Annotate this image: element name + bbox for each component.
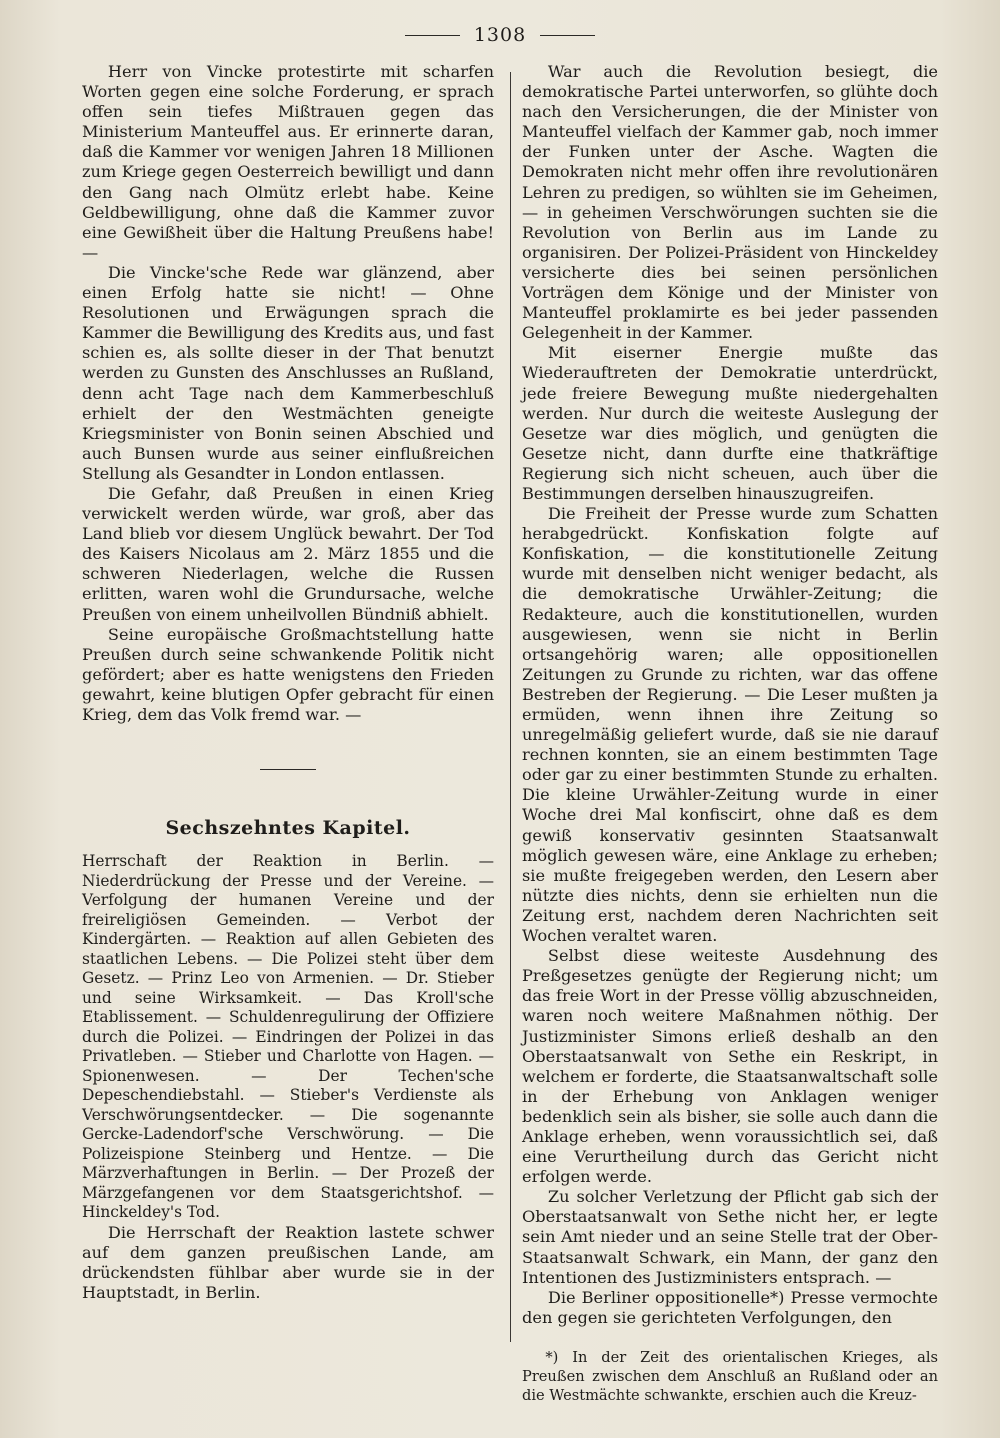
paragraph: Zu solcher Verletzung der Pflicht gab sich der Oberstaatsanwalt von Sethe nicht her, er legte sein Amt nieder und an seine Stelle trat der Ober-Staatsanwalt Schwark, ein Mann, der ganz den Intentionen des Justizministers entsprach. — bbox=[522, 1187, 938, 1287]
chapter-opening-paragraph: Die Herrschaft der Reaktion lastete schwer auf dem ganzen preußischen Lande, am drückendsten fühlbar aber wurde sie in der Hauptstadt, in Berlin. bbox=[82, 1222, 494, 1302]
paragraph: Die Freiheit der Presse wurde zum Schatten herabgedrückt. Konfiskation folgte auf Konfiskation, — die konstitutionelle Zeitung wurde mit denselben nicht weniger bedacht, als die demokratische Urwähler-Zeitung; die Redakteure, auch die konstitutionellen, wurden ausgewiesen, wenn sie nicht in Berlin ortsangehörig waren; alle oppositionellen Zeitungen zu Grunde zu richten, war das offene Bestreben der Regierung. — Die Leser mußten ja ermüden, wenn ihnen ihre Zeitung so unregelmäßig geliefert wurde, daß sie nie darauf rechnen konnten, sie an einem bestimmten Tage oder gar zu einer bestimmten Stunde zu erhalten. Die kleine Urwähler-Zeitung wurde in einer Woche drei Mal konfiscirt, ohne daß es dem gewiß konservativ gesinnten Staatsanwalt möglich gewesen wäre, eine Anklage zu erheben; sie mußte freigegeben werden, den Lesern aber nützte dies nichts, denn sie erhielten nun die Zeitung erst, nachdem deren Nachrichten seit Wochen veraltet waren. bbox=[522, 504, 938, 946]
right-column bbox=[522, 62, 938, 1405]
paragraph: Mit eiserner Energie mußte das Wiederauftreten der Demokratie unterdrückt, jede freiere Bewegung mußte niedergehalten werden. Nur durch die weiteste Auslegung der Gesetze war dies möglich, und genügten die Gesetze nicht, dann durfte eine thatkräftige Regierung sich nicht scheuen, auch über die Bestimmungen derselben hinauszugreifen. bbox=[522, 343, 938, 503]
chapter-title: Sechszehntes Kapitel. bbox=[165, 817, 411, 840]
paragraph: War auch die Revolution besiegt, die demokratische Partei unterworfen, so glühte doch nach den Versicherungen, die der Minister von Manteuffel vielfach der Kammer gab, noch immer der Funken unter der Asche. Wagten die Demokraten nicht mehr offen ihre revolutionären Lehren zu predigen, so wühlten sie im Geheimen, — in geheimen Verschwörungen suchten sie die Revolution von Berlin aus im Lande zu organisiren. Der Polizei-Präsident von Hinckeldey versicherte dies bei seinen persönlichen Vorträgen dem Könige und der Minister von Manteuffel proklamirte es bei jeder passenden Gelegenheit in der Kammer. bbox=[522, 62, 938, 343]
paragraph: Die Vincke'sche Rede war glänzend, aber einen Erfolg hatte sie nicht! — Ohne Resolutionen und Erwägungen sprach die Kammer die Bewilligung des Kredits aus, und fast schien es, als sollte dieser in der That benutzt werden zu Gunsten des Anschlusses an Rußland, denn acht Tage nach dem Kammerbeschluß erhielt der den Westmächten geneigte Kriegsminister von Bonin seinen Abschied und auch Bunsen wurde aus seiner einflußreichen Stellung als Gesandter in London entlassen. bbox=[82, 262, 494, 483]
footnote: *) In der Zeit des orientalischen Krieges, als Preußen zwischen dem Anschluß an Rußland oder an die Westmächte schwankte, erschien auch die Kreuz- bbox=[522, 1348, 938, 1404]
paragraph: Selbst diese weiteste Ausdehnung des Preßgesetzes genügte der Regierung nicht; um das freie Wort in der Presse völlig abzuschneiden, waren noch weitere Maßnahmen nöthig. Der Justizminister Simons erließ deshalb an den Oberstaatsanwalt von Sethe ein Reskript, in welchem er forderte, die Staatsanwaltschaft solle in der Erhebung von Anklagen weniger bedenklich sein als bisher, sie solle auch dann die Anklage erheben, wenn voraussichtlich sei, daß eine Verurtheilung durch das Gericht nicht erfolgen werde. bbox=[522, 946, 938, 1187]
column-divider bbox=[510, 72, 511, 1342]
page-header bbox=[0, 24, 1000, 46]
chapter-summary: Herrschaft der Reaktion in Berlin. — Niederdrückung der Presse und der Vereine. — Verfolgung der humanen Vereine und der freireligiösen Gemeinden. — Verbot der Kindergärten. — Reaktion auf allen Gebieten des staatlichen Lebens. — Die Polizei steht über dem Gesetz. — Prinz Leo von Armenien. — Dr. Stieber und seine Wirksamkeit. — Das Kroll'sche Etablissement. — Schuldenregulirung der Offiziere durch die Polizei. — Eindringen der Polizei in das Privatleben. — Stieber und Charlotte von Hagen. — Spionenwesen. — Der Techen'sche Depeschendiebstahl. — Stieber's Verdienste als Verschwörungsentdecker. — Die sogenannte Gercke-Ladendorf'sche Verschwörung. — Die Polizeispione Steinberg und Hentze. — Die Märzverhaftungen in Berlin. — Der Prozeß der Märzgefangenen vor dem Staatsgerichtshof. — Hinckeldey's Tod. bbox=[82, 852, 494, 1222]
paragraph: Herr von Vincke protestirte mit scharfen Worten gegen eine solche Forderung, er sprach offen sein tiefes Mißtrauen gegen das Ministerium Manteuffel aus. Er erinnerte daran, daß die Kammer vor wenigen Jahren 18 Millionen zum Kriege gegen Oesterreich bewilligt und dann den Gang nach Olmütz erlebt habe. Keine Geldbewilligung, ohne daß die Kammer zuvor eine Gewißheit über die Haltung Preußens habe! — bbox=[82, 62, 494, 262]
section-separator bbox=[260, 769, 316, 770]
paragraph: Seine europäische Großmachtstellung hatte Preußen durch seine schwankende Politik nicht gefördert; aber es hatte wenigstens den Frieden gewahrt, keine blutigen Opfer gebracht für einen Krieg, dem das Volk fremd war. — bbox=[82, 624, 494, 724]
left-column bbox=[82, 62, 494, 1303]
paragraph: Die Gefahr, daß Preußen in einen Krieg verwickelt werden würde, war groß, aber das Land blieb vor diesem Unglück bewahrt. Der Tod des Kaisers Nicolaus am 2. März 1855 und die schweren Niederlagen, welche die Russen erlitten, waren wohl die Grundursache, welche Preußen von einem unheilvollen Bündniß abhielt. bbox=[82, 483, 494, 624]
paragraph: Die Berliner oppositionelle*) Presse vermochte den gegen sie gerichteten Verfolgungen, den bbox=[522, 1287, 938, 1327]
header-rule-right bbox=[540, 35, 595, 36]
header-rule-left bbox=[405, 35, 460, 36]
page-number: 1308 bbox=[473, 24, 527, 46]
